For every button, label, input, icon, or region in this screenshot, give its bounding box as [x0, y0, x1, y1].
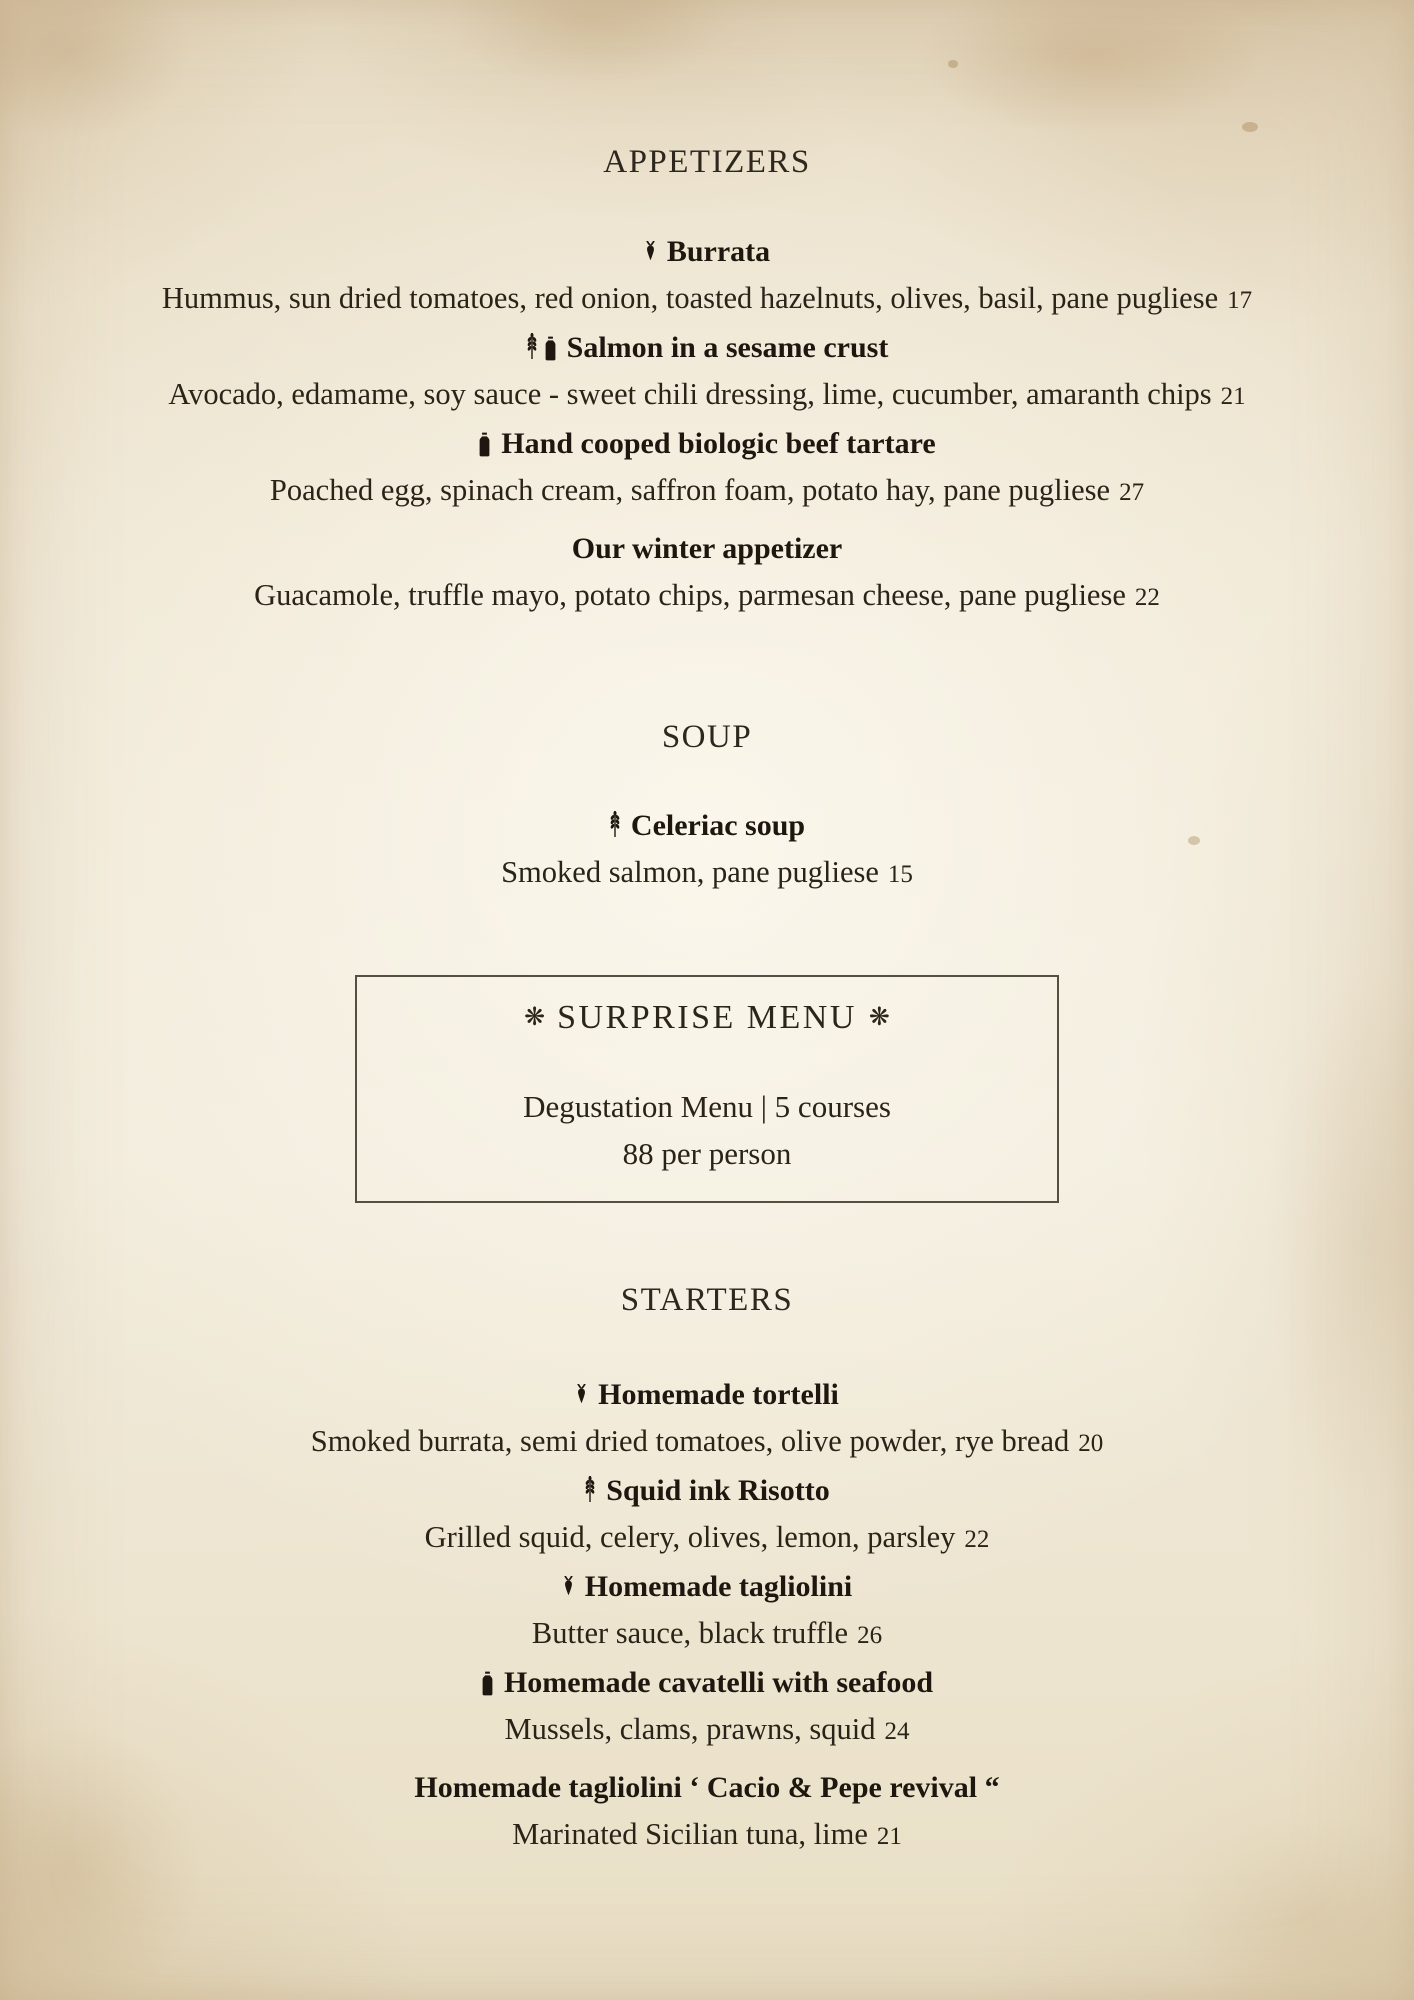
- menu-item-description: Avocado, edamame, soy sauce - sweet chili dressing, lime, cucumber, amaranth chips: [168, 377, 1212, 411]
- menu-item-name: Our winter appetizer: [571, 532, 843, 565]
- menu-item: [0, 1659, 1414, 1755]
- menu-item-price: 21: [1220, 383, 1246, 410]
- section-heading: STARTERS: [620, 1282, 794, 1318]
- menu-item-description: Butter sauce, black truffle: [531, 1616, 849, 1650]
- menu-item: [0, 228, 1414, 324]
- section-appetizers: [0, 139, 1414, 621]
- menu-item: [0, 1371, 1414, 1467]
- wheat-icon: [584, 1475, 596, 1503]
- surprise-menu-title: SURPRISE MENU: [557, 999, 857, 1036]
- surprise-menu-box: [355, 975, 1059, 1203]
- menu-item-name-line: [0, 1764, 1414, 1811]
- menu-item-price: 20: [1078, 1430, 1104, 1457]
- menu-item-name: Hand cooped biologic beef tartare: [501, 427, 936, 460]
- menu-item: [0, 1764, 1414, 1860]
- asterisk-decor-icon: ❋: [868, 1004, 890, 1031]
- menu-item-description: Hummus, sun dried tomatoes, red onion, toasted hazelnuts, olives, basil, pane pugliese: [161, 281, 1219, 315]
- menu-item-description: Marinated Sicilian tuna, lime: [512, 1817, 868, 1851]
- menu-item-name-line: [0, 1467, 1414, 1514]
- menu-item: [0, 525, 1414, 621]
- menu-item-description: Smoked burrata, semi dried tomatoes, olive powder, rye bread: [310, 1424, 1070, 1458]
- carrot-icon: [575, 1384, 588, 1408]
- menu-item-name-line: [0, 324, 1414, 371]
- menu-item: [0, 420, 1414, 516]
- menu-item-name: Homemade cavatelli with seafood: [503, 1666, 934, 1699]
- menu-item-name: Celeriac soup: [630, 809, 806, 842]
- menu-item-name-line: [0, 420, 1414, 467]
- menu-item: [0, 802, 1414, 898]
- menu-item-name-line: [0, 1659, 1414, 1706]
- menu-item: [0, 1563, 1414, 1659]
- menu-item-description-line: [0, 1418, 1414, 1467]
- menu-item-name-line: [0, 228, 1414, 275]
- section-heading: APPETIZERS: [603, 144, 811, 180]
- section-heading: SOUP: [661, 719, 753, 755]
- menu-item-description-line: [0, 1811, 1414, 1860]
- menu-item-description-line: [0, 572, 1414, 621]
- section-soup: [0, 714, 1414, 898]
- menu-item-name: Homemade tagliolini ‘ Cacio & Pepe revival “: [414, 1771, 1000, 1804]
- milk-bottle-icon: [544, 336, 557, 361]
- menu-item-price: 21: [876, 1823, 902, 1850]
- menu-item-description-line: [0, 1610, 1414, 1659]
- section-starters: [0, 1277, 1414, 1860]
- degustation-price-line: 88 per person: [622, 1136, 792, 1171]
- menu-item-description-line: [0, 1706, 1414, 1755]
- menu-item-price: 27: [1119, 479, 1145, 506]
- menu-item-price: 22: [964, 1526, 990, 1553]
- menu-item-price: 24: [884, 1718, 910, 1745]
- wheat-icon: [609, 810, 621, 838]
- menu-item: [0, 1467, 1414, 1563]
- menu-item-price: 17: [1227, 287, 1253, 314]
- menu-item-description-line: [0, 275, 1414, 324]
- milk-bottle-icon: [481, 1671, 494, 1696]
- menu-item-name: Burrata: [666, 235, 771, 268]
- carrot-icon: [644, 241, 657, 265]
- wheat-icon: [526, 332, 538, 360]
- section-items: [0, 228, 1414, 621]
- menu-item: [0, 324, 1414, 420]
- menu-item-name: Salmon in a sesame crust: [566, 331, 889, 364]
- section-items: [0, 802, 1414, 898]
- menu-item-price: 15: [887, 861, 913, 888]
- menu-item-description: Smoked salmon, pane pugliese: [501, 855, 879, 889]
- menu-item-name-line: [0, 802, 1414, 849]
- menu-item-price: 26: [857, 1622, 883, 1649]
- section-items: [0, 1371, 1414, 1860]
- menu-item-description: Grilled squid, celery, olives, lemon, parsley: [424, 1520, 956, 1554]
- milk-bottle-icon: [478, 432, 491, 457]
- menu-item-description-line: [0, 467, 1414, 516]
- menu-item-description: Guacamole, truffle mayo, potato chips, parmesan cheese, pane pugliese: [254, 578, 1126, 612]
- degustation-line: Degustation Menu | 5 courses: [523, 1089, 891, 1124]
- menu-item-description-line: [0, 849, 1414, 898]
- menu-item-name: Homemade tortelli: [598, 1378, 839, 1411]
- menu-item-description: Mussels, clams, prawns, squid: [504, 1712, 876, 1746]
- menu-item-name: Squid ink Risotto: [606, 1474, 830, 1507]
- menu-item-description-line: [0, 1514, 1414, 1563]
- menu-item-name-line: [0, 1563, 1414, 1610]
- menu-item-description-line: [0, 371, 1414, 420]
- surprise-menu-title-line: [369, 994, 1045, 1045]
- menu-item-description: Poached egg, spinach cream, saffron foam, potato hay, pane pugliese: [269, 473, 1111, 507]
- carrot-icon: [562, 1576, 575, 1600]
- asterisk-decor-icon: ❋: [524, 1004, 546, 1031]
- menu-item-name: Homemade tagliolini: [584, 1570, 853, 1603]
- menu-item-name-line: [0, 525, 1414, 572]
- menu-item-name-line: [0, 1371, 1414, 1418]
- menu-item-price: 22: [1134, 584, 1160, 611]
